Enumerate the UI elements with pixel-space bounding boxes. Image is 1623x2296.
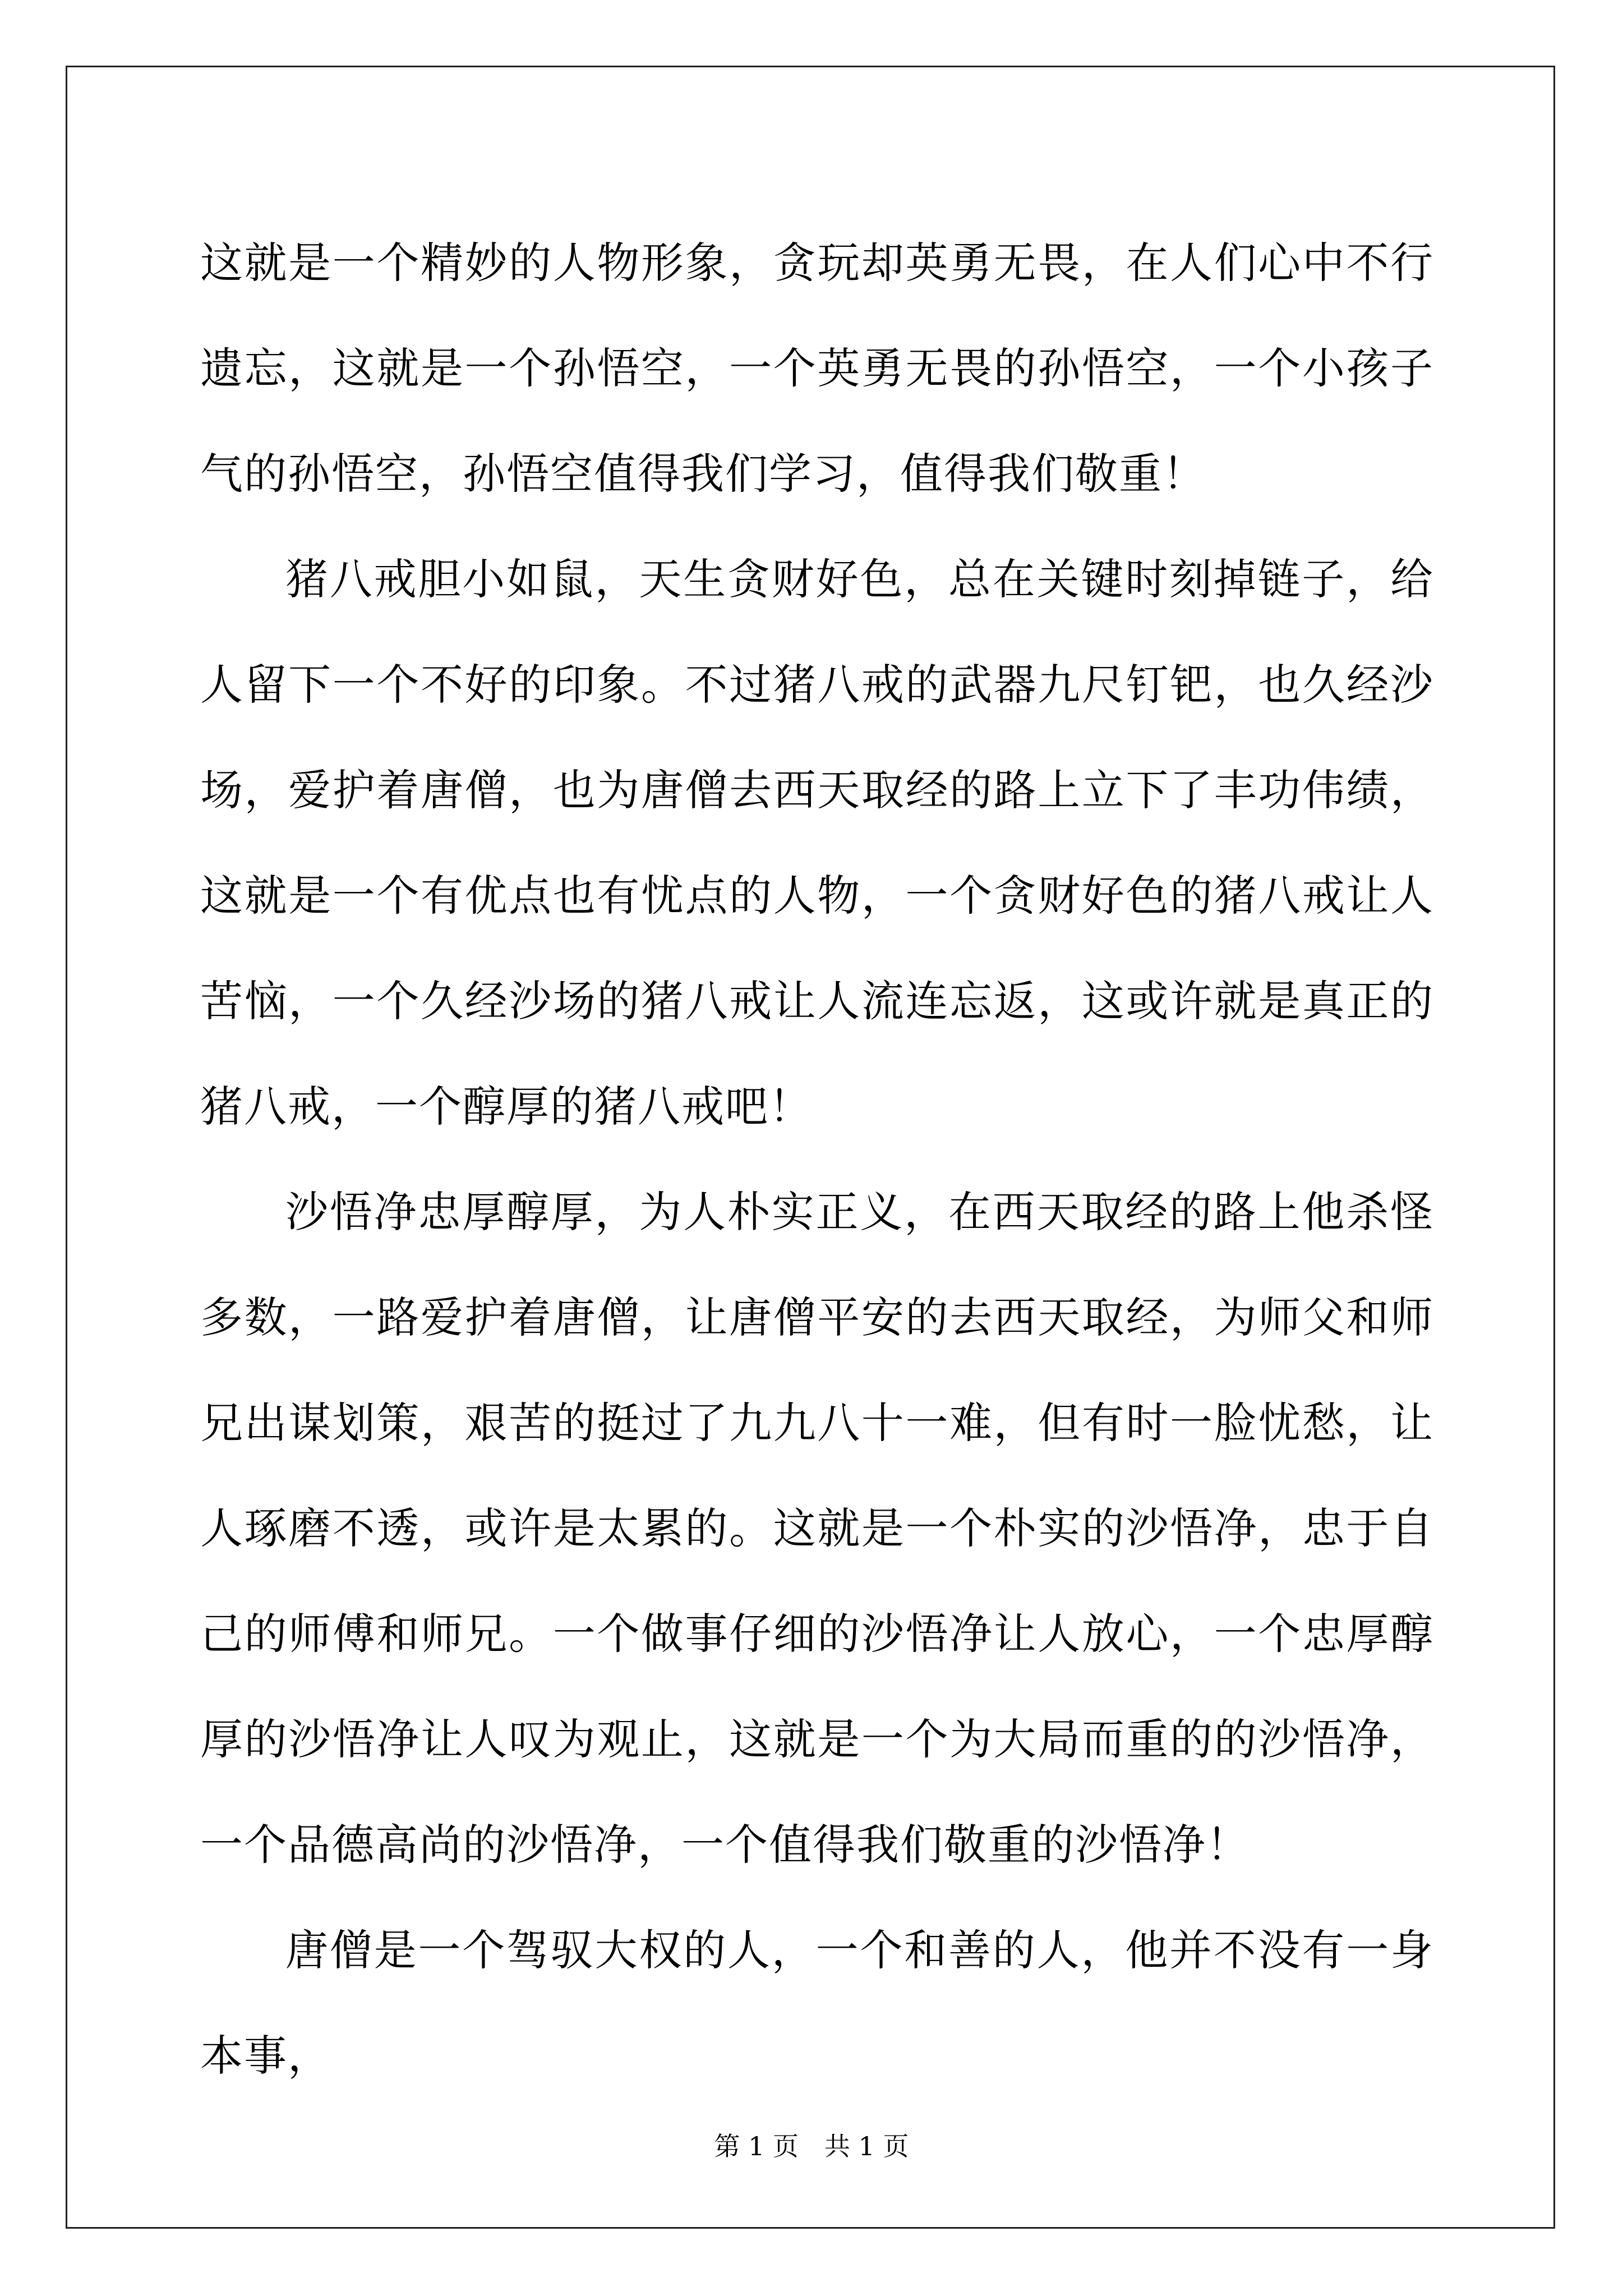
paragraph-3: 沙悟净忠厚醇厚，为人朴实正义，在西天取经的路上他杀怪多数，一路爱护着唐僧，让唐僧平安的去西天取经，为师父和师兄出谋划策，艰苦的挺过了九九八十一难，但有时一脸忧愁，让人琢磨不透，或许是太累的。这就是一个朴实的沙悟净，忠于自己的师傅和师兄。一个做事仔细的沙悟净让人放心，一个忠厚醇厚的沙悟净让人叹为观止，这就是一个为大局而重的的沙悟净，一个品德高尚的沙悟净，一个值得我们敬重的沙悟净！ xyxy=(200,1187,1434,1870)
paragraph-4: 唐僧是一个驾驭大权的人，一个和善的人，他并不没有一身本事， xyxy=(200,1925,1434,2081)
paragraph-1: 这就是一个精妙的人物形象，贪玩却英勇无畏，在人们心中不行遗忘，这就是一个孙悟空，一个英勇无畏的孙悟空，一个小孩子气的孙悟空，孙悟空值得我们学习，值得我们敬重！ xyxy=(200,238,1434,499)
page-total: 共 1 页 xyxy=(824,2131,909,2161)
document-body xyxy=(200,210,1434,2081)
page-footer xyxy=(0,2129,1623,2163)
paragraph-2: 猪八戒胆小如鼠，天生贪财好色，总在关键时刻掉链子，给人留下一个不好的印象。不过猪八戒的武器九尺钉钯，也久经沙场，爱护着唐僧，也为唐僧去西天取经的路上立下了丰功伟绩，这就是一个有优点也有忧点的人物，一个贪财好色的猪八戒让人苦恼，一个久经沙场的猪八戒让人流连忘返，这或许就是真正的猪八戒，一个醇厚的猪八戒吧！ xyxy=(200,554,1434,1131)
page-number: 第 1 页 xyxy=(714,2131,799,2161)
